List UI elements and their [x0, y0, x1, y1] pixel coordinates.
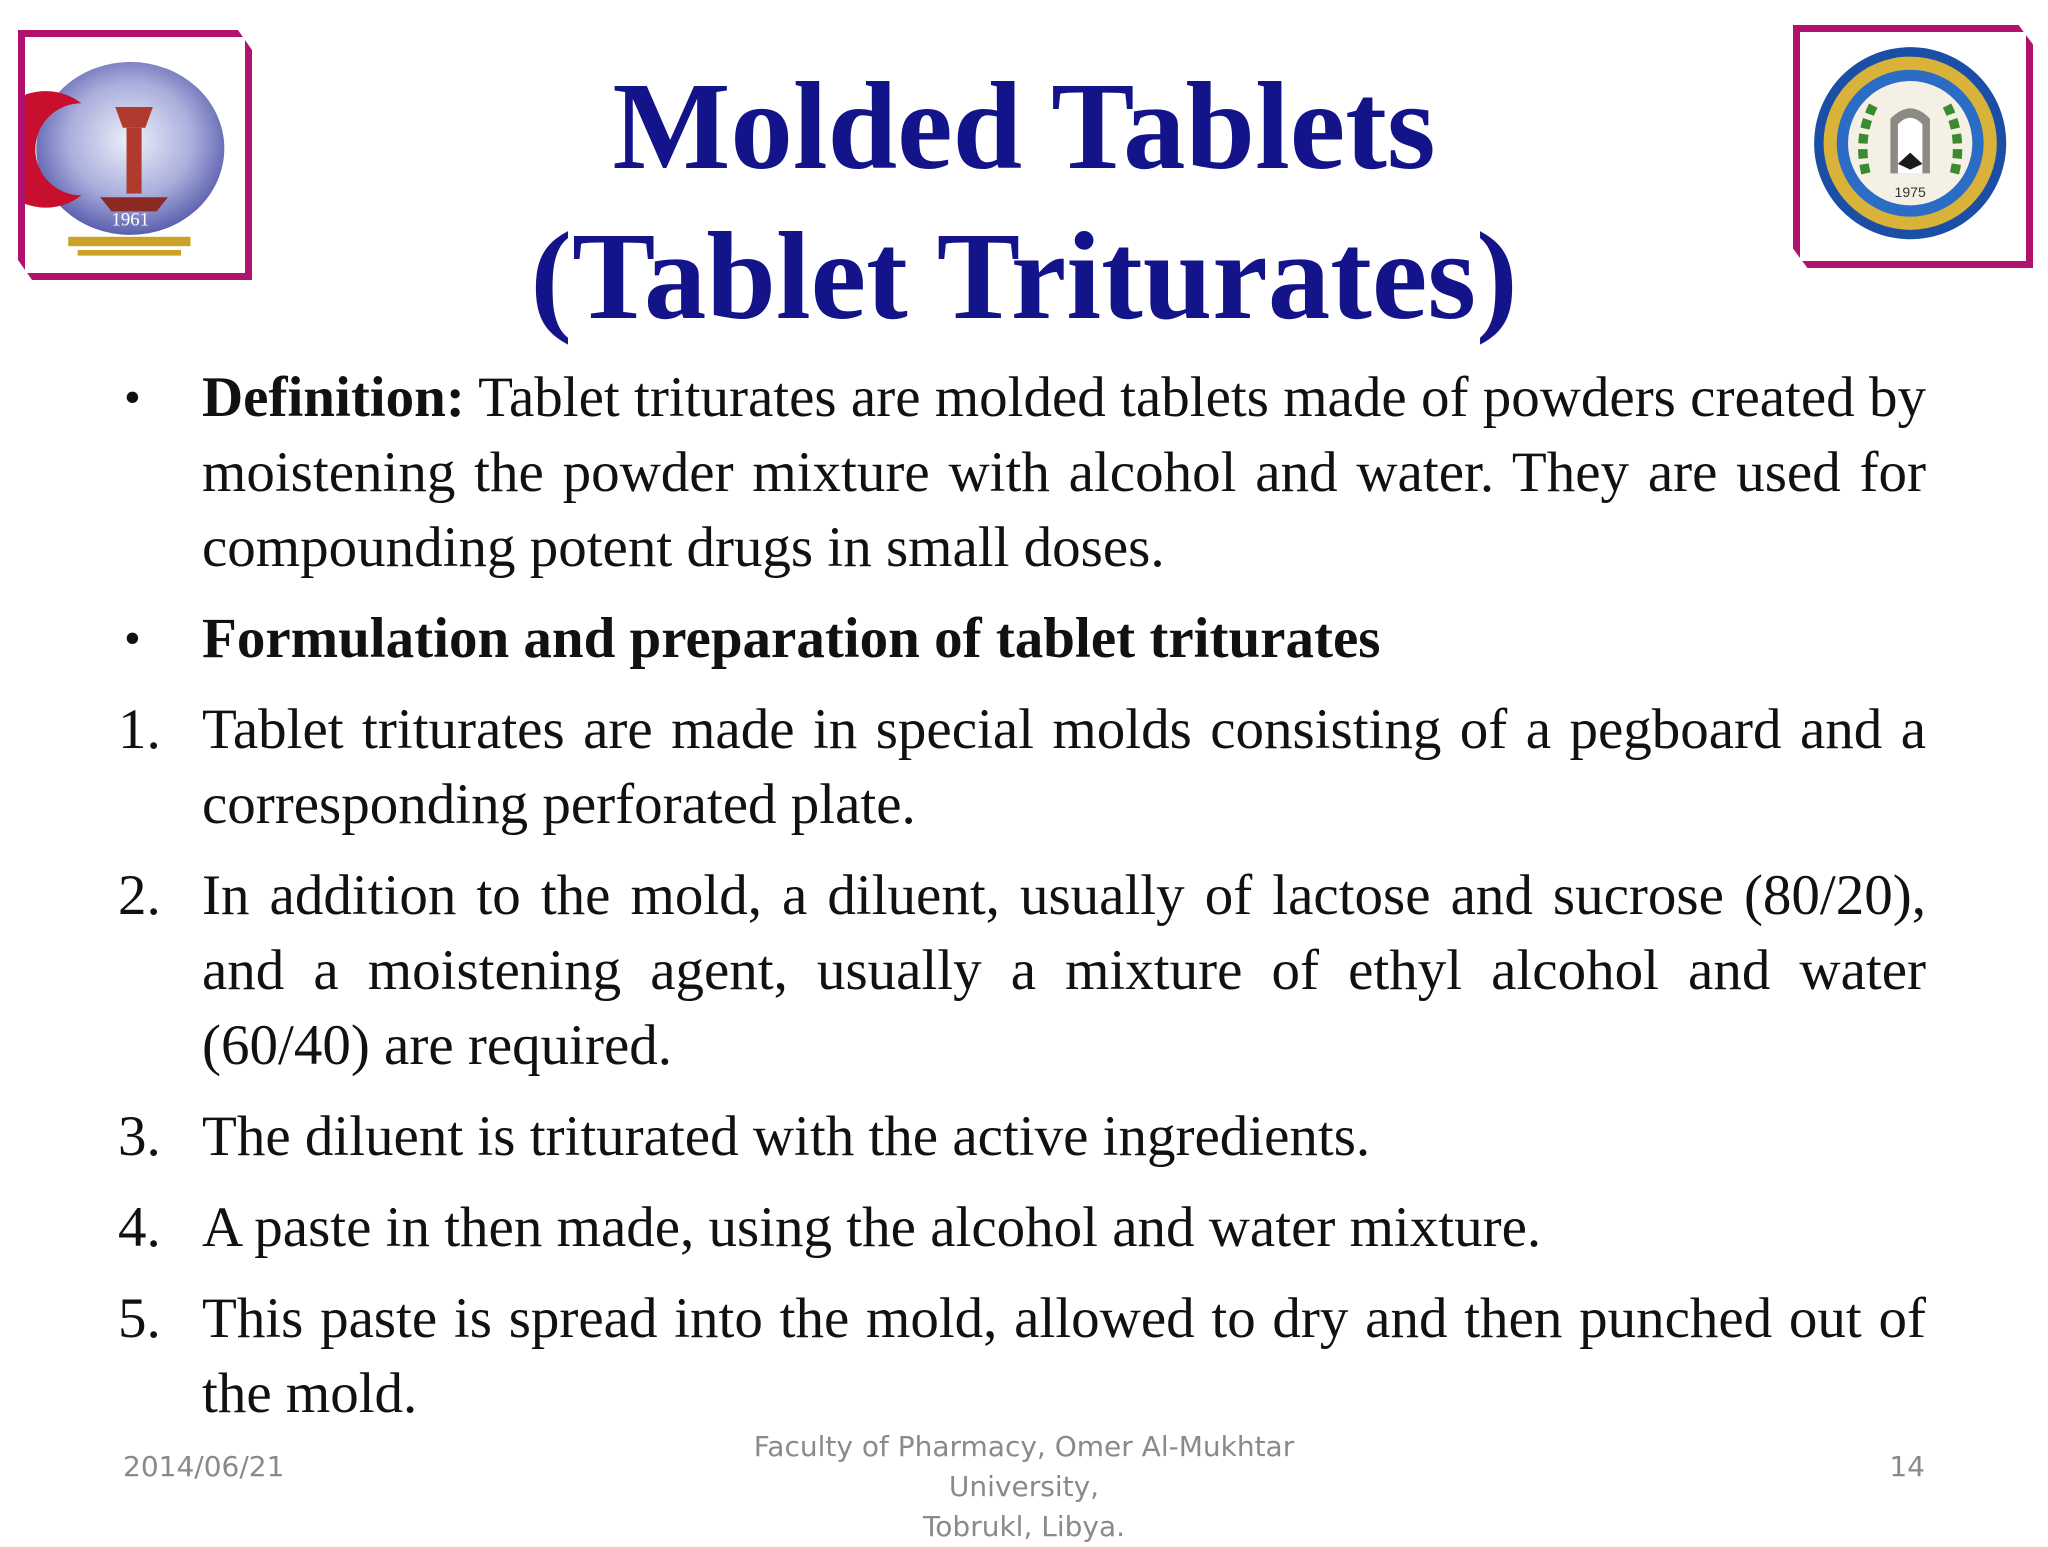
slide-page-number: 14 — [1889, 1450, 1925, 1483]
step-text: The diluent is triturated with the active ingredients. — [202, 1105, 1371, 1168]
step-item — [118, 1190, 1926, 1265]
step-number: 3. — [118, 1105, 161, 1168]
formulation-bullet — [118, 601, 1926, 676]
step-number: 2. — [118, 864, 161, 927]
step-text: Tablet triturates are made in special molds consisting of a pegboard and a corresponding perforated plate. — [202, 698, 1926, 836]
step-number: 5. — [118, 1287, 161, 1350]
definition-text: Tablet triturates are molded tablets made of powders created by moistening the powder mixture with alcohol and water. They are used for compounding potent drugs in small doses. — [202, 366, 1926, 579]
step-text: In addition to the mold, a diluent, usually of lactose and sucrose (80/20), and a moistening agent, usually a mixture of ethyl alcohol and water (60/40) are required. — [202, 864, 1926, 1077]
footer-date: 2014/06/21 — [123, 1450, 285, 1483]
university-seal-logo — [1793, 25, 2033, 268]
step-item — [118, 692, 1926, 842]
step-number: 1. — [118, 698, 161, 761]
slide-title — [300, 52, 1748, 352]
title-line-2: (Tablet Triturates) — [530, 208, 1518, 346]
svg-text:1975: 1975 — [1894, 183, 1926, 200]
step-item — [118, 1281, 1955, 1431]
definition-bullet — [118, 360, 1926, 585]
definition-label: Definition: — [202, 366, 465, 429]
faculty-logo — [18, 30, 252, 280]
step-number: 4. — [118, 1196, 161, 1259]
step-text: A paste in then made, using the alcohol and water mixture. — [202, 1196, 1542, 1259]
step-text: This paste is spread into the mold, allowed to dry and then punched out of the mold. — [202, 1287, 1955, 1425]
bullet-marker: • — [124, 612, 141, 665]
footer-institution-line-1: Faculty of Pharmacy, Omer Al-Mukhtar University, — [753, 1430, 1295, 1503]
bullet-marker: • — [124, 371, 141, 424]
pharmacy-faculty-logo-icon — [25, 37, 245, 273]
title-line-1: Molded Tablets — [612, 58, 1436, 196]
omar-al-mukhtar-university-seal-icon — [1800, 32, 2026, 261]
slide-content — [118, 360, 1955, 1431]
footer-institution — [700, 1427, 1348, 1547]
footer-institution-line-2: Tobrukl, Libya. — [922, 1510, 1126, 1543]
step-item — [118, 1099, 1926, 1174]
svg-text:1961: 1961 — [111, 209, 150, 231]
step-item — [118, 858, 1926, 1083]
formulation-heading: Formulation and preparation of tablet triturates — [202, 607, 1381, 670]
